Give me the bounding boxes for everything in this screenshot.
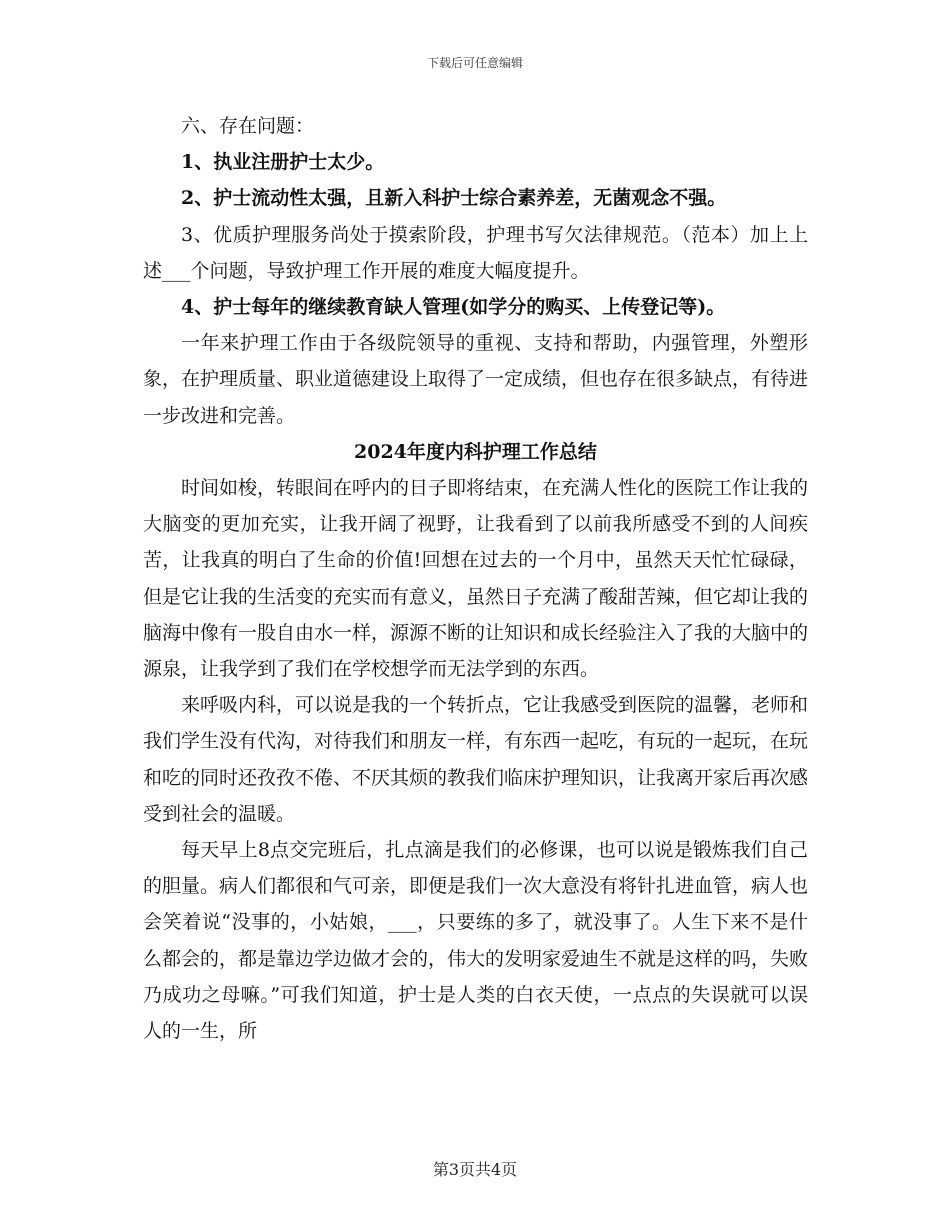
closing-paragraph: 一年来护理工作由于各级院领导的重视、支持和帮助，内强管理，外塑形象，在护理质量、职业道德建设上取得了一定成绩，但也存在很多缺点，有待进一步改进和完善。: [143, 332, 809, 427]
article-paragraph-3: 每天早上8点交完班后，扎点滴是我们的必修课，也可以说是锻炼我们自己的胆量。病人们都很和气可亲，即便是我们一次大意没有将针扎进血管，病人也会笑着说“没事的，小姑娘，___，只要练的多了，就没事了。人生下来不是什么都会的，都是靠边学边做才会的，伟大的发明家爱迪生不就是这样的吗，失败乃成功之母嘛。”可我们知道，护士是人类的白衣天使，一点点的失误就可以误人的一生，所: [143, 839, 809, 1043]
article-paragraph-2: 来呼吸内科，可以说是我的一个转折点，它让我感受到医院的温馨，老师和我们学生没有代沟，对待我们和朋友一样，有东西一起吃，有玩的一起玩，在玩和吃的同时还孜孜不倦、不厌其烦的教我们临床护理知识，让我离开家后再次感受到社会的温暖。: [143, 694, 809, 825]
page-header-note: 下载后可任意编辑: [426, 56, 523, 70]
document-body: [143, 108, 808, 1049]
section-heading: 六、存在问题：: [181, 115, 315, 137]
issue-item-3: 3、优质护理服务尚处于摸索阶段，护理书写欠法律规范。（范本）加上上述___个问题，导致护理工作开展的难度大幅度提升。: [143, 223, 808, 282]
issue-item-1: 1、执业注册护士太少。: [181, 151, 385, 174]
article-paragraph-1: 时间如梭，转眼间在呼内的日子即将结束，在充满人性化的医院工作让我的大脑变的更加充实，让我开阔了视野，让我看到了以前我所感受不到的人间疾苦，让我真的明白了生命的价值!回想在过去的一个月中，虽然天天忙忙碌碌，但是它让我的生活变的充实而有意义，虽然日子充满了酸甜苦辣，但它却让我的脑海中像有一股自由水一样，源源不断的让知识和成长经验注入了我的大脑中的源泉，让我学到了我们在学校想学而无法学到的东西。: [143, 476, 809, 680]
issue-item-4: 4、护士每年的继续教育缺人管理(如学分的购买、上传登记等)。: [181, 295, 726, 318]
page-number-footer: 第3页共4页: [432, 1160, 518, 1179]
article-title: 2024年度内科护理工作总结: [354, 440, 597, 463]
issue-item-2: 2、护士流动性太强，且新入科护士综合素养差，无菌观念不强。: [181, 187, 727, 210]
